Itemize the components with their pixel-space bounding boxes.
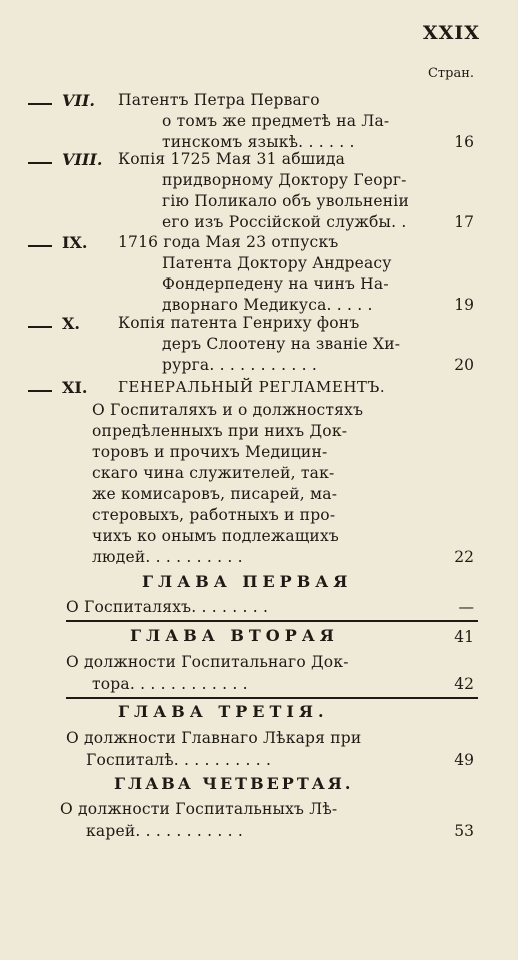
entry-line: Копія патента Генриху фонъ: [118, 314, 360, 332]
entry-line: торовъ и прочихъ Медицин-: [92, 443, 328, 461]
chapter-item-line: О Госпиталяхъ. . . . . . . .: [66, 598, 269, 616]
entry-line: тинскомъ языкѣ. . . . . .: [162, 133, 355, 151]
chapter-item-page: 49: [454, 751, 474, 769]
chapter-item-page: —: [458, 598, 474, 616]
entry-page: 17: [454, 213, 474, 231]
divider-rule: [66, 697, 478, 699]
chapter-heading: ГЛАВА ЧЕТВЕРТАЯ.: [114, 774, 354, 793]
page-number: XXIX: [422, 22, 480, 44]
chapter-heading-page: 41: [454, 628, 474, 646]
page-column-label: Стран.: [427, 66, 474, 81]
entry-line: же комисаровъ, писарей, ма-: [92, 485, 338, 503]
chapter-item-line: тора. . . . . . . . . . . .: [92, 675, 248, 693]
entry-number: XI.: [62, 378, 88, 397]
chapter-heading: ГЛАВА ВТОРАЯ: [130, 626, 339, 645]
chapter-item-line: О должности Госпитальнаго Док-: [66, 653, 349, 671]
entry-line: людей. . . . . . . . . .: [92, 548, 243, 566]
chapter-item-page: 53: [454, 822, 474, 840]
entry-title: ГЕНЕРАЛЬНЫЙ РЕГЛАМЕНТЪ.: [118, 378, 386, 396]
entry-line: гію Поликало объ увольненіи: [162, 192, 409, 210]
entry-line: о томъ же предметѣ на Ла-: [162, 112, 390, 130]
entry-line: деръ Слоотену на званіе Хи-: [162, 335, 401, 353]
entry-dash: [28, 326, 52, 328]
entry-line: опредѣленныхъ при нихъ Док-: [92, 422, 348, 440]
chapter-item-line: О должности Главнаго Лѣкаря при: [66, 729, 362, 747]
entry-line: Фондерпедену на чинъ На-: [162, 275, 389, 293]
entry-dash: [28, 390, 52, 392]
entry-line: скаго чина служителей, так-: [92, 464, 335, 482]
entry-line: Копія 1725 Мая 31 абшида: [118, 150, 346, 168]
chapter-item-line: О должности Госпитальныхъ Лѣ-: [60, 800, 338, 818]
entry-page: 16: [454, 133, 474, 151]
entry-line: придворному Доктору Георг-: [162, 171, 407, 189]
entry-page: 19: [454, 296, 474, 314]
entry-number: VII.: [62, 91, 95, 110]
entry-line: рурга. . . . . . . . . . .: [162, 356, 317, 374]
entry-line: О Госпиталяхъ и о должностяхъ: [92, 401, 364, 419]
entry-line: дворнаго Медикуса. . . . .: [162, 296, 373, 314]
entry-page: 22: [454, 548, 474, 566]
entry-line: стеровыхъ, работныхъ и про-: [92, 506, 336, 524]
divider-rule: [66, 620, 478, 622]
entry-dash: [28, 245, 52, 247]
entry-line: его изъ Россійской службы. .: [162, 213, 407, 231]
entry-line: Патентъ Петра Перваго: [118, 91, 320, 109]
entry-dash: [28, 162, 52, 164]
entry-number: IX.: [62, 233, 88, 252]
entry-page: 20: [454, 356, 474, 374]
chapter-item-line: карей. . . . . . . . . . .: [86, 822, 244, 840]
entry-number: VIII.: [62, 150, 103, 169]
chapter-heading: ГЛАВА ТРЕТІЯ.: [118, 702, 329, 721]
entry-line: чихъ ко онымъ подлежащихъ: [92, 527, 339, 545]
chapter-item-page: 42: [454, 675, 474, 693]
chapter-heading: ГЛАВА ПЕРВАЯ: [142, 572, 353, 591]
chapter-item-line: Госпиталѣ. . . . . . . . . .: [86, 751, 272, 769]
entry-line: 1716 года Мая 23 отпускъ: [118, 233, 339, 251]
entry-number: X.: [62, 314, 80, 333]
entry-dash: [28, 103, 52, 105]
entry-line: Патента Доктору Андреасу: [162, 254, 392, 272]
